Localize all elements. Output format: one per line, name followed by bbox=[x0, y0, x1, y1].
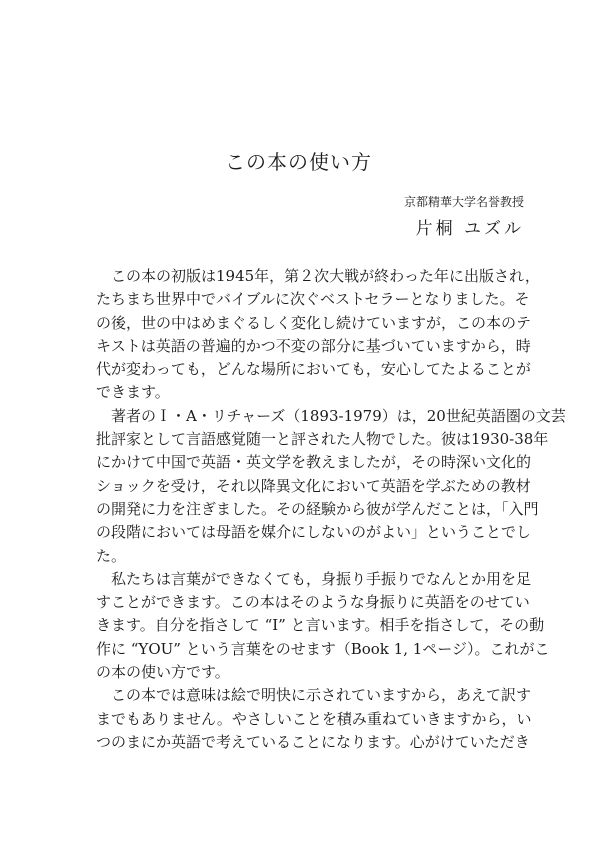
paragraph bbox=[96, 265, 540, 405]
paragraph bbox=[96, 405, 566, 568]
text-line: すことができます。この本はそのような身振りに英語をのせてい bbox=[96, 593, 530, 612]
body-text bbox=[96, 265, 566, 754]
author-name: 片桐 ユズル bbox=[415, 219, 524, 239]
text-line: 批評家として言語感覚随一と評された人物でした。彼は1930-38年 bbox=[96, 430, 549, 449]
page-title: この本の使い方 bbox=[225, 150, 372, 174]
text-line: の段階においては母語を媒介にしないのがよい」ということでし bbox=[96, 523, 532, 542]
text-line: できます。 bbox=[96, 383, 170, 402]
text-line: ショックを受け，それ以降異文化において英語を学ぶための教材 bbox=[96, 476, 531, 495]
text-line: たちまち世界中でバイブルに次ぐベストセラーとなりました。そ bbox=[96, 290, 530, 309]
text-line: 著者のＩ・A・リチャーズ（1893-1979）は，20世紀英語圏の文芸 bbox=[111, 406, 566, 425]
paragraph bbox=[96, 568, 550, 684]
text-line: の後，世の中はめまぐるしく変化し続けていますが，この本のテ bbox=[96, 313, 532, 332]
text-line: の本の使い方です。 bbox=[96, 663, 230, 682]
text-line: にかけて中国で英語・英文学を教えましたが，その時深い文化的 bbox=[96, 453, 532, 472]
text-line: つのまにか英語で考えていることになります。心がけていただき bbox=[96, 732, 530, 751]
paragraph bbox=[96, 684, 532, 754]
text-line: 代が変わっても，どんな場所においても，安心してたよることが bbox=[96, 360, 531, 379]
text-line: キストは英語の普遍的かつ不変の部分に基づいていますから，時 bbox=[96, 336, 531, 355]
text-line: きます。自分を指さして “I” と言います。相手を指さして，その動 bbox=[96, 616, 545, 635]
text-line: この本では意味は絵で明快に示されていますから，あえて訳す bbox=[111, 686, 532, 705]
text-line: この本の初版は1945年，第２次大戦が終わった年に出版され， bbox=[111, 267, 540, 285]
text-line: 作に “YOU” という言葉をのせます（Book 1, 1ページ）。これがこ bbox=[96, 639, 550, 658]
text-line: 私たちは言葉ができなくても，身振り手振りでなんとか用を足 bbox=[111, 569, 532, 588]
author-affiliation: 京都精華大学名誉教授 bbox=[403, 195, 524, 209]
text-line: た。 bbox=[96, 546, 127, 565]
text-line: の開発に力を注ぎました。その経験から彼が学んだことは，「入門 bbox=[96, 499, 539, 518]
text-line: までもありません。やさしいことを積み重ねていきますから，い bbox=[96, 709, 532, 728]
